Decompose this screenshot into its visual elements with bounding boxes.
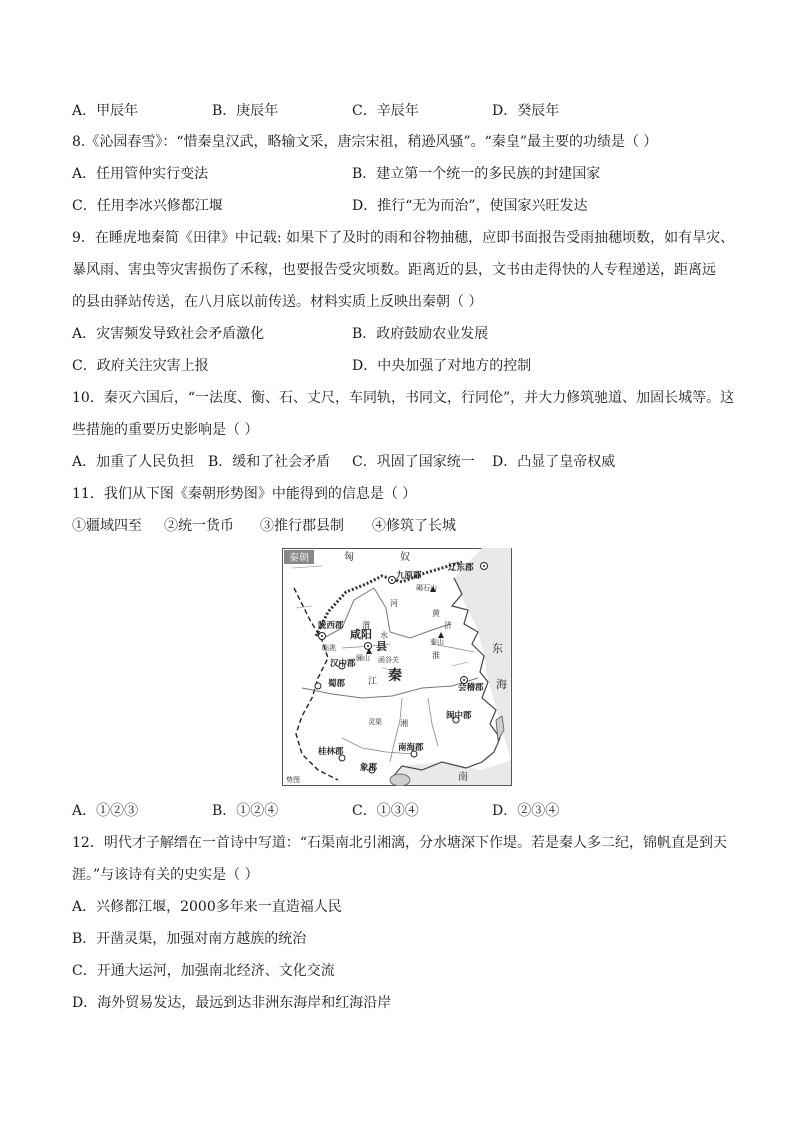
- q9-option-d: D．中央加强了对地方的控制: [352, 358, 532, 374]
- map-label-jiang: 江: [368, 676, 378, 686]
- q8-option-b: B．建立第一个统一的多民族的封建国家: [352, 166, 601, 182]
- map-label-dong: 东: [492, 643, 503, 655]
- q10-stem-line-2: 些措施的重要历史影响是（ ）: [72, 422, 259, 438]
- q12-option-d: D．海外贸易发达，最远到达非洲东海岸和红海沿岸: [72, 995, 392, 1011]
- q12-option-b: B．开凿灵渠，加强对南方越族的统治: [72, 931, 307, 947]
- qin-dynasty-map: [282, 548, 512, 786]
- map-label-ji: 济: [444, 621, 452, 630]
- q11-item-3: ③推行郡县制: [260, 518, 344, 534]
- map-label-shitu: 势图: [286, 777, 300, 784]
- q8-option-c: C．任用李冰兴修都江堰: [72, 198, 223, 214]
- map-label-nu: 奴: [400, 552, 410, 563]
- q9-stem-line-3: 的县由驿站传送，在八月底以前传送。材料实质上反映出秦朝（ ）: [72, 294, 483, 310]
- q12-stem-line-2: 涯。”与该诗有关的史实是（ ）: [72, 867, 259, 883]
- q7-option-a: A．甲辰年: [72, 103, 139, 119]
- map-label-huai: 淮: [432, 651, 440, 660]
- map-label-he: 河: [390, 599, 398, 608]
- map-label-hanguguan: 函谷关: [378, 657, 399, 664]
- q7-option-b: B．庚辰年: [212, 103, 279, 119]
- q10-option-c: C．巩固了国家统一: [352, 454, 475, 470]
- map-label-minzhong: 闽中郡: [446, 710, 472, 720]
- map-corner-label: 秦朝: [289, 553, 309, 564]
- map-label-hai: 海: [496, 679, 507, 691]
- q8-stem: 8.《沁园春雪》：“惜秦皇汉武，略输文采，唐宗宋祖，稍逊风骚”。“秦皇”最主要的功绩是（ ）: [72, 134, 658, 150]
- q9-stem-line-2: 暴风雨、害虫等灾害损伤了禾稼，也要报告受灾顷数。距离近的县，文书由走得快的人专程递送，距离远: [72, 262, 716, 278]
- map-label-xianyang: 咸阳: [350, 629, 372, 641]
- map-label-lintao: 临洮: [322, 645, 336, 652]
- map-label-xiang: 象郡: [360, 762, 378, 772]
- q11-option-b: B．①②④: [212, 803, 279, 819]
- q9-option-c: C．政府关注灾害上报: [72, 358, 209, 374]
- map-label-lingqu: 灵渠: [368, 719, 382, 726]
- q11-item-1: ①疆域四至: [72, 518, 142, 534]
- map-label-huang: 黄: [432, 609, 440, 618]
- q7-option-c: C．辛辰年: [352, 103, 419, 119]
- q12-option-c: C．开通大运河，加强南北经济、文化交流: [72, 963, 335, 979]
- map-label-xian: 县: [376, 641, 387, 653]
- q7-option-d: D．癸辰年: [492, 103, 560, 119]
- q10-option-b: B．缓和了社会矛盾: [208, 454, 331, 470]
- map-label-longxi: 陇西郡: [318, 620, 344, 630]
- q10-stem-line-1: 10．秦灭六国后，“一法度、衡、石、丈尺，车同轨，书同文，行同伦”，并大力修筑驰道、加固长城等。这: [72, 390, 735, 406]
- q11-item-4: ④修筑了长城: [372, 518, 456, 534]
- map-label-taishan: 泰山: [430, 639, 444, 646]
- map-label-guilin: 桂林郡: [318, 746, 344, 756]
- q11-option-a: A．①②③: [72, 803, 139, 819]
- q11-item-2: ②统一货币: [164, 518, 234, 534]
- map-label-jiuyuan: 九原郡: [396, 570, 422, 580]
- map-label-nanhai: 南海郡: [398, 742, 424, 752]
- map-label-hanzhong: 汉中郡: [330, 658, 356, 668]
- map-label-wei: 渭: [362, 621, 370, 630]
- q9-option-b: B．政府鼓励农业发展: [352, 326, 489, 342]
- map-label-kuaiji: 会稽郡: [458, 682, 484, 692]
- q12-option-a: A．兴修都江堰，2000多年来一直造福人民: [72, 899, 342, 915]
- map-label-shui: 水: [380, 631, 388, 640]
- map-label-xiang-river: 湘: [400, 719, 408, 728]
- q9-stem-line-1: 9．在睡虎地秦简《田律》中记载: 如果下了及时的雨和谷物抽穗，应即书面报告受雨抽穗顷数，如有旱灾、: [72, 230, 735, 246]
- q9-option-a: A．灾害频发导致社会矛盾激化: [72, 326, 265, 342]
- map-label-jieshishan: 碣石山: [416, 585, 437, 592]
- map-label-shu: 蜀郡: [328, 678, 346, 688]
- map-label-liaodong: 辽东郡: [448, 562, 474, 572]
- map-label-lishan: 骊山: [356, 655, 370, 662]
- q10-option-d: D．凸显了皇帝权威: [492, 454, 616, 470]
- q11-stem: 11．我们从下图《秦朝形势图》中能得到的信息是（ ）: [72, 486, 417, 502]
- q12-stem-line-1: 12．明代才子解缙在一首诗中写道：“石渠南北引湘漓，分水塘深下作堤。若是秦人多二纪，锦帆直是到天: [72, 835, 727, 851]
- map-label-nan: 南: [458, 772, 468, 783]
- q11-option-c: C．①③④: [352, 803, 419, 819]
- q11-option-d: D．②③④: [492, 803, 560, 819]
- q8-option-d: D．推行“无为而治”，使国家兴旺发达: [352, 198, 588, 214]
- map-label-xiong: 匈: [344, 552, 354, 563]
- q8-option-a: A．任用管仲实行变法: [72, 166, 209, 182]
- map-label-qin: 秦: [388, 667, 402, 683]
- q10-option-a: A．加重了人民负担: [72, 454, 195, 470]
